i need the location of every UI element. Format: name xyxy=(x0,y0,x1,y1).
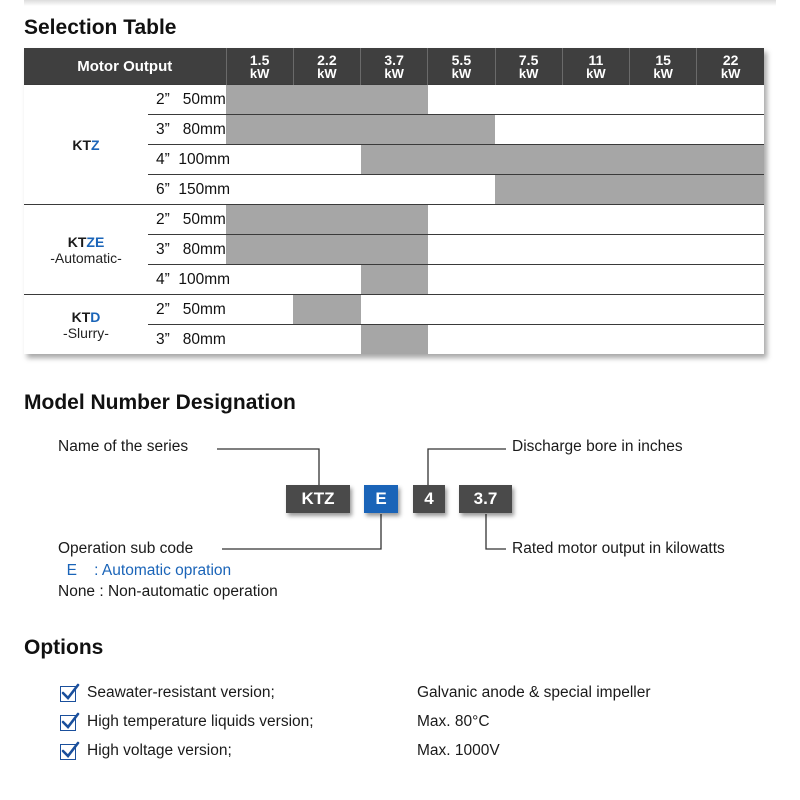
code-e-description: E : Automatic opration xyxy=(58,562,232,579)
bore-size-cell: 3” 80mm xyxy=(148,115,226,145)
bore-size-cell: 2” 50mm xyxy=(148,205,226,235)
bore-size-cell: 2” 50mm xyxy=(148,85,226,115)
output-code-box: 3.7 xyxy=(459,485,512,513)
output-unit: kW xyxy=(586,65,606,81)
option-value: Max. 1000V xyxy=(417,742,500,759)
output-value: 1.5 xyxy=(249,51,270,68)
code-none-description: None : Non-automatic operation xyxy=(58,583,278,600)
output-value: 7.5 xyxy=(518,51,539,68)
series-code-box: KTZ xyxy=(286,485,350,513)
option-label: Seawater-resistant version; xyxy=(87,684,275,701)
options-title: Options xyxy=(24,636,104,659)
series-name-prefix: KT xyxy=(71,308,91,325)
bore-size-cell: 2” 50mm xyxy=(148,295,226,325)
discharge-bore-label: Discharge bore in inches xyxy=(512,438,683,455)
output-value: 15 xyxy=(655,51,671,68)
series-name-suffix: D xyxy=(90,308,101,325)
checkbox-checked-icon xyxy=(60,744,76,760)
output-value: 11 xyxy=(588,51,604,68)
series-name-label: Name of the series xyxy=(58,438,189,455)
checkbox-checked-icon xyxy=(60,715,76,731)
bore-size-cell: 4” 100mm xyxy=(148,265,226,295)
bore-code-box: 4 xyxy=(413,485,445,513)
option-value: Galvanic anode & special impeller xyxy=(417,684,651,701)
bore-size-cell: 4” 100mm xyxy=(148,145,226,175)
output-unit: kW xyxy=(317,65,337,81)
output-unit: kW xyxy=(518,65,539,81)
option-value: Max. 80°C xyxy=(417,713,490,730)
series-name-suffix: ZE xyxy=(86,233,105,250)
output-unit: kW xyxy=(720,65,741,81)
series-connector-line xyxy=(217,449,319,486)
output-value: 5.5 xyxy=(451,51,472,68)
rated-output-label: Rated motor output in kilowatts xyxy=(512,540,725,557)
bore-size-cell: 6” 150mm xyxy=(148,175,226,205)
operation-sub-code-label: Operation sub code xyxy=(58,540,194,557)
output-unit: kW xyxy=(653,65,673,81)
output-value: 2.2 xyxy=(317,51,337,68)
selection-table-title: Selection Table xyxy=(24,16,177,39)
sub-code-box: E xyxy=(364,485,398,513)
option-label: High temperature liquids version; xyxy=(87,713,314,730)
series-name-prefix: KT xyxy=(67,233,87,250)
motor-output-header: Motor Output xyxy=(24,48,226,85)
output-unit: kW xyxy=(384,65,404,81)
checkbox-checked-icon xyxy=(60,686,76,702)
output-value: 22 xyxy=(722,51,739,68)
output-connector-line xyxy=(486,514,506,549)
output-unit: kW xyxy=(249,65,270,81)
output-unit: kW xyxy=(451,65,472,81)
sub-code-connector-line xyxy=(222,514,381,549)
series-name-prefix: KT xyxy=(72,136,92,153)
series-subtitle: -Automatic- xyxy=(50,249,122,266)
series-name-suffix: Z xyxy=(91,136,100,153)
option-label: High voltage version; xyxy=(87,742,232,759)
bore-size-cell: 3” 80mm xyxy=(148,325,226,355)
series-subtitle: -Slurry- xyxy=(63,324,109,341)
bore-connector-line xyxy=(428,449,506,486)
output-value: 3.7 xyxy=(384,51,404,68)
model-designation-title: Model Number Designation xyxy=(24,391,296,414)
bore-size-cell: 3” 80mm xyxy=(148,235,226,265)
